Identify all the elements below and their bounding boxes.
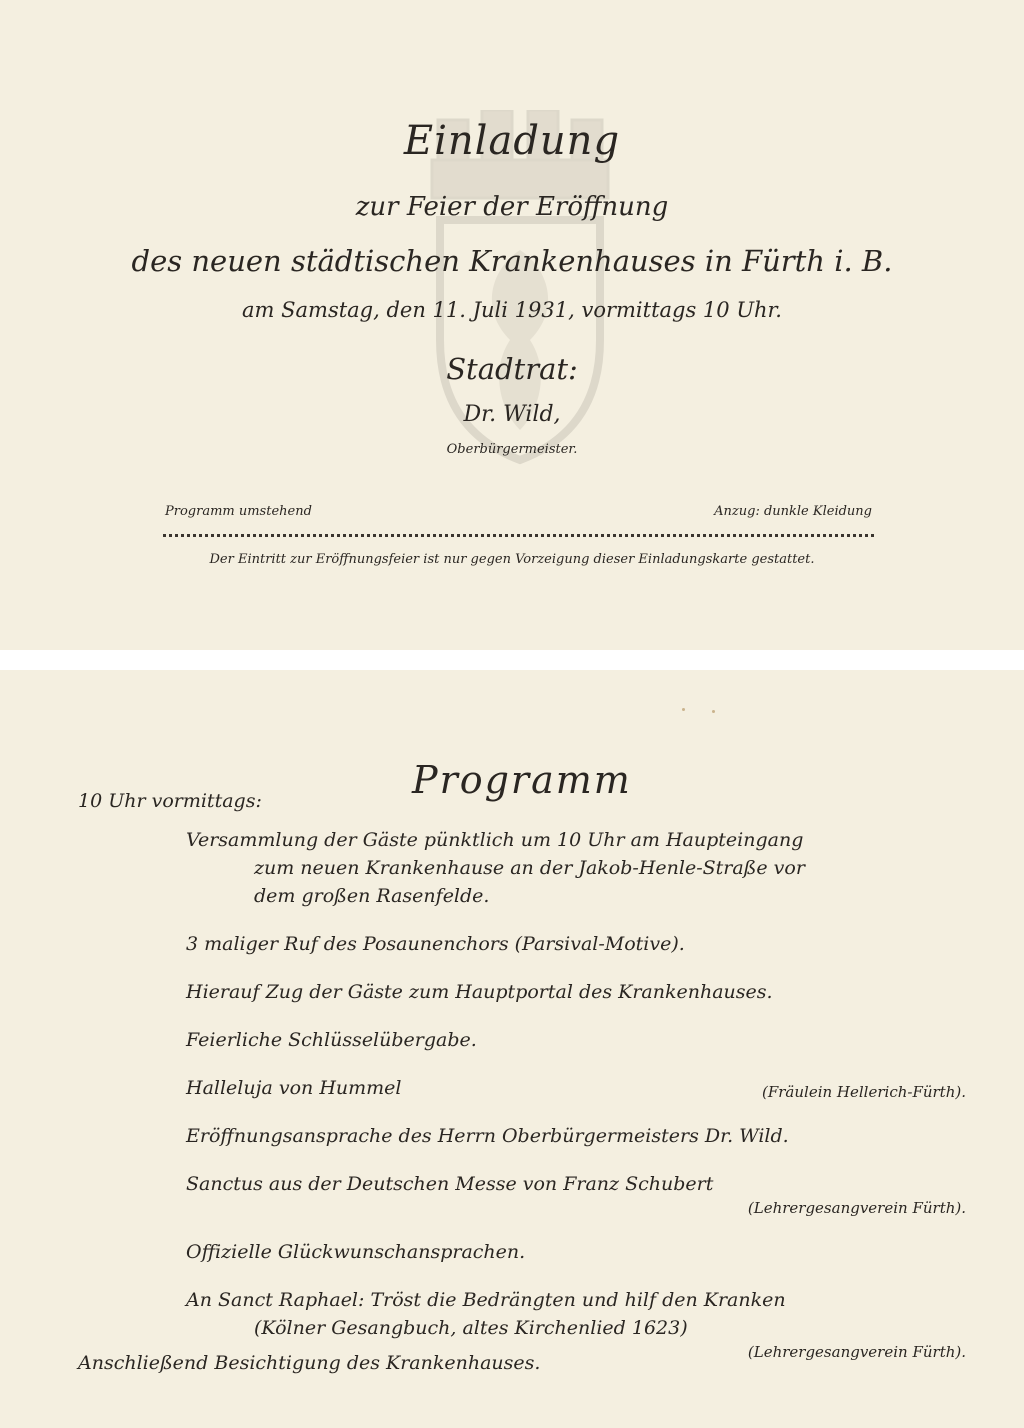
program-item-performer: (Lehrergesangverein Fürth).	[747, 1343, 966, 1361]
invitation-signatory: Dr. Wild,	[463, 402, 561, 427]
program-item	[186, 826, 966, 910]
program-closing: Anschließend Besichtigung des Krankenhauses.	[78, 1352, 541, 1374]
program-item	[186, 1122, 966, 1150]
program-back-card	[0, 670, 1024, 1428]
program-item	[186, 1026, 966, 1054]
program-item-line: Versammlung der Gäste pünktlich um 10 Uhr am Haupteingang	[186, 829, 804, 851]
admission-note: Der Eintritt zur Eröffnungsfeier ist nur gegen Vorzeigung dieser Einladungskarte gestattet.	[209, 552, 815, 567]
program-item	[186, 930, 966, 958]
invitation-signatory-title: Oberbürgermeister.	[446, 442, 578, 457]
program-item-line: Sanctus aus der Deutschen Messe von Franz Schubert	[186, 1173, 714, 1195]
program-item-line: 3 maliger Ruf des Posaunenchors (Parsival-Motive).	[186, 933, 685, 955]
invitation-title: Einladung	[403, 118, 621, 164]
program-item	[186, 978, 966, 1006]
invitation-front-card	[0, 0, 1024, 650]
program-item-line: zum neuen Krankenhause an der Jakob-Henle-Straße vor	[254, 857, 805, 879]
invitation-host: Stadtrat:	[446, 352, 578, 386]
invitation-date: am Samstag, den 11. Juli 1931, vormittags 10 Uhr.	[242, 298, 782, 322]
program-item-line: (Kölner Gesangbuch, altes Kirchenlied 1623)	[254, 1317, 688, 1339]
program-item-line: An Sanct Raphael: Tröst die Bedrängten und hilf den Kranken	[186, 1289, 786, 1311]
program-item-line: Halleluja von Hummel	[186, 1077, 402, 1099]
dotted-divider	[163, 534, 874, 537]
program-overleaf-note: Programm umstehend	[165, 504, 312, 519]
program-item-line: Hierauf Zug der Gäste zum Hauptportal des Krankenhauses.	[186, 981, 773, 1003]
program-title: Programm	[412, 758, 632, 802]
program-item-line: dem großen Rasenfelde.	[254, 885, 490, 907]
program-start-time: 10 Uhr vormittags:	[78, 790, 262, 812]
program-item-line: Eröffnungsansprache des Herrn Oberbürgermeisters Dr. Wild.	[186, 1125, 789, 1147]
program-item-line: Feierliche Schlüsselübergabe.	[186, 1029, 477, 1051]
dress-code-note: Anzug: dunkle Kleidung	[714, 504, 872, 519]
invitation-venue: des neuen städtischen Krankenhauses in Fürth i. B.	[131, 244, 893, 278]
program-item-performer: (Lehrergesangverein Fürth).	[747, 1199, 966, 1217]
program-item-performer: (Fräulein Hellerich-Fürth).	[761, 1083, 966, 1101]
program-item-line: Offizielle Glückwunschansprachen.	[186, 1241, 526, 1263]
program-item	[186, 1170, 966, 1218]
program-item	[186, 1074, 966, 1102]
program-items	[186, 826, 966, 1382]
program-item	[186, 1238, 966, 1266]
program-item	[186, 1286, 966, 1362]
invitation-occasion: zur Feier der Eröffnung	[355, 192, 669, 222]
